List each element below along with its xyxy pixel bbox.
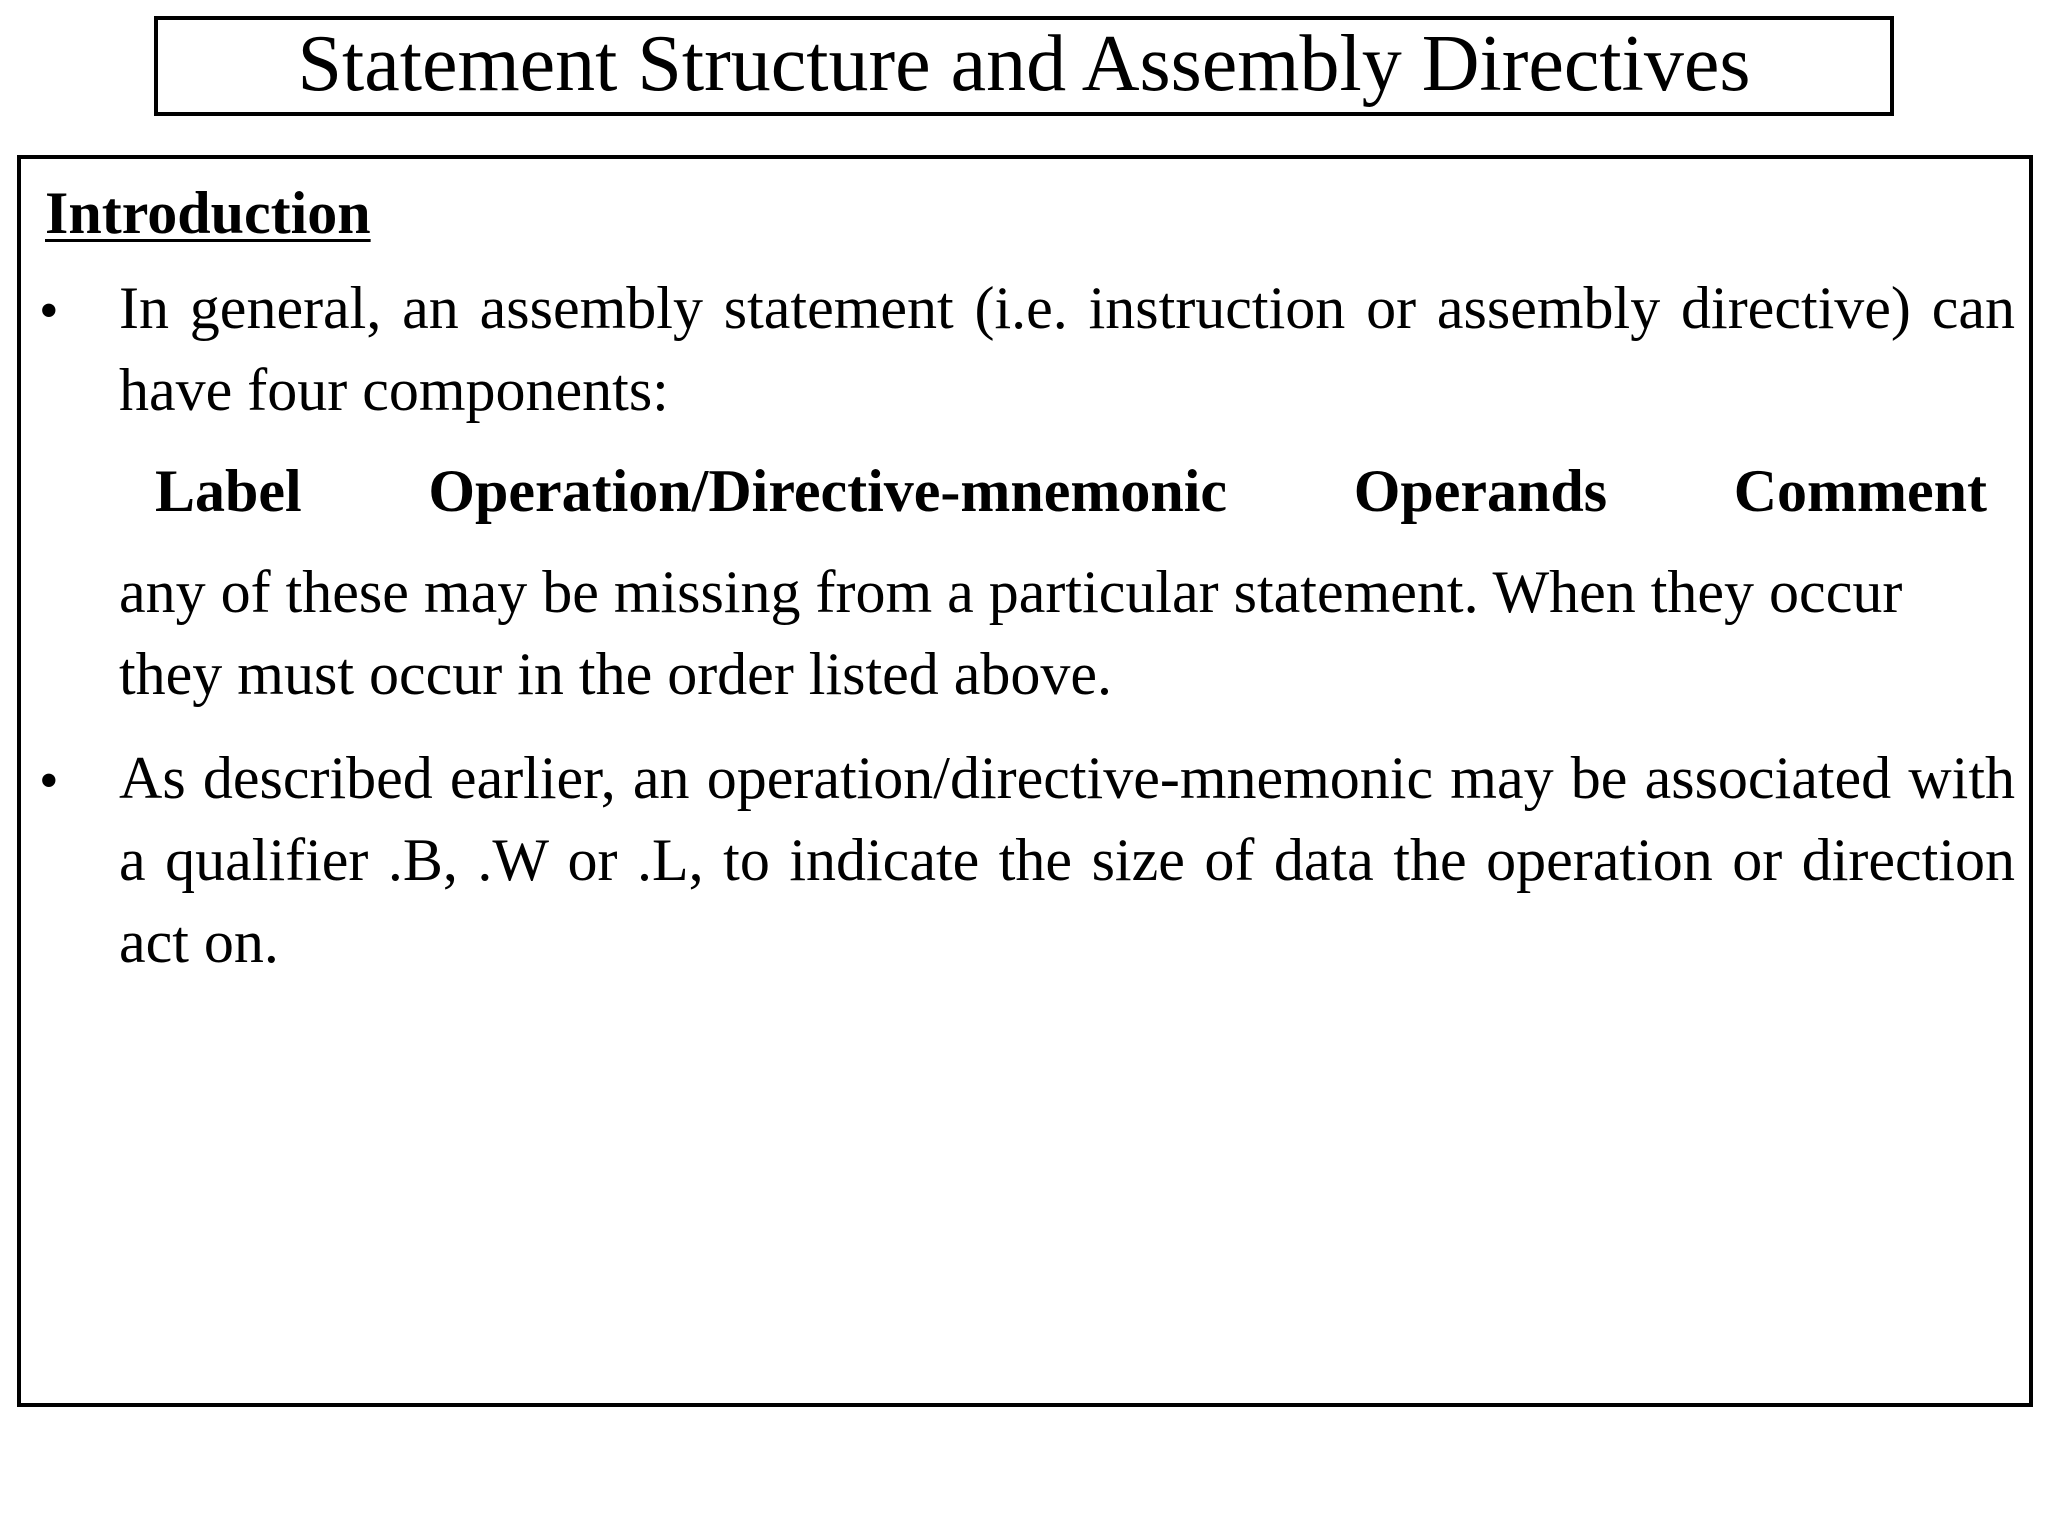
- statement-components: [155, 455, 1987, 527]
- continuation-paragraph: any of these may be missing from a particular statement. When they occur they must occur in the order listed above.: [119, 559, 1903, 707]
- component-label: Label: [155, 458, 302, 524]
- bullet-paragraph-2: As described earlier, an operation/directive-mnemonic may be associated with a qualifier .B, .W or .L, to indicate the size of data the operation or direction act on.: [119, 745, 2015, 975]
- section-heading: Introduction: [45, 180, 371, 246]
- component-operation: Operation/Directive-mnemonic: [428, 458, 1228, 524]
- title-box: [154, 16, 1894, 116]
- bullet-marker: •: [39, 280, 59, 342]
- component-comment: Comment: [1733, 458, 1987, 524]
- slide-title: Statement Structure and Assembly Directives: [297, 20, 1751, 108]
- component-operands: Operands: [1353, 458, 1608, 524]
- bullet-paragraph-1: In general, an assembly statement (i.e. instruction or assembly directive) can have four components:: [119, 275, 2015, 423]
- content-box: [17, 155, 2033, 1407]
- bullet-marker: •: [39, 750, 59, 812]
